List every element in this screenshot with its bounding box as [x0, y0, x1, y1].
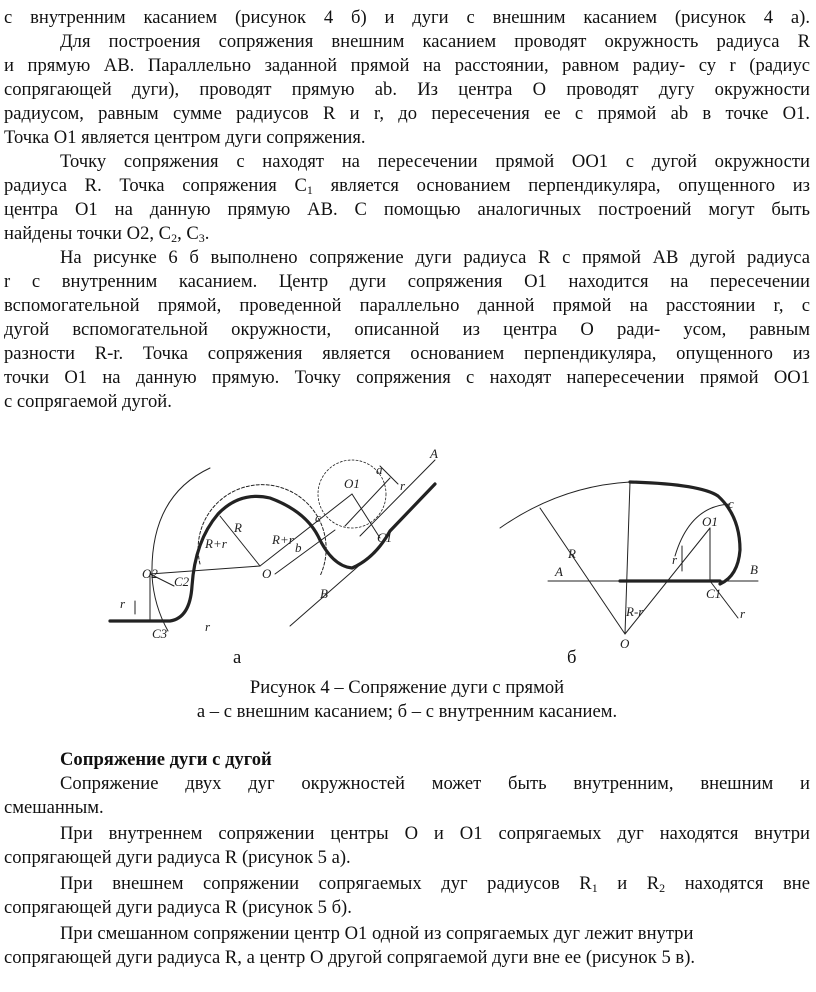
- paragraph-line: сопрягающей дуги радиуса R (рисунок 5 а).: [4, 847, 351, 868]
- paragraph-line: Сопряжение двух дуг окружностей может быть внутренним, внешним и: [60, 773, 810, 794]
- radius-O-O2: [150, 566, 260, 574]
- label-B: B: [750, 562, 758, 577]
- auxiliary-circle: [198, 485, 326, 576]
- radius-O-O1: [260, 494, 352, 566]
- label-B: B: [320, 586, 328, 601]
- paragraph-line: вспомогательной прямой, проведенной параллельно данной прямой на расстоянии r, с: [4, 295, 810, 316]
- drawing-a-labels: [120, 446, 438, 641]
- subfigure-label-a: а: [233, 647, 242, 668]
- paragraph-line: сопрягающей дуги радиуса R, а центр О другой сопрягаемой дуги вне ее (рисунок 5 в).: [4, 947, 696, 968]
- label-R-plus-r-1: R+r: [205, 536, 227, 551]
- paragraph-line: смешанным.: [4, 797, 104, 818]
- label-O: O: [262, 566, 272, 581]
- auxiliary-arc: [675, 504, 730, 556]
- paragraph-line: Для построения сопряжения внешним касанием проводят окружность радиуса R: [60, 31, 810, 52]
- perpendicular-O1-C1: [352, 494, 380, 538]
- figure-4-drawings: [90, 446, 780, 664]
- figure-caption: Рисунок 4 – Сопряжение дуги с прямой: [249, 677, 565, 698]
- figure-caption-subtitle: а – с внешним касанием; б – с внутренним касанием.: [196, 701, 618, 722]
- line-B: [290, 556, 370, 626]
- label-b: b: [295, 540, 302, 555]
- paragraph-line: сопрягающей дуги радиуса R (рисунок 5 б).: [4, 897, 352, 918]
- paragraph-line: На рисунке 6 б выполнено сопряжение дуги радиуса R с прямой АВ дугой радиуса: [60, 247, 810, 268]
- label-R: R: [234, 520, 242, 535]
- label-a: a: [376, 462, 383, 477]
- label-C1: C1: [706, 586, 722, 601]
- label-c: c: [728, 496, 734, 511]
- label-O: O: [620, 636, 630, 651]
- label-C2: C2: [174, 574, 190, 589]
- paragraph-line: При внешнем сопряжении сопрягаемых дуг радиусов $R_1$ и $R_2$ находятся вне: [60, 873, 810, 895]
- label-r-1: r: [672, 552, 678, 567]
- paragraph-line: Точку сопряжения с находят на пересечении прямой ОО1 с дугой окружности: [60, 151, 810, 172]
- subfigure-label-b: б: [567, 647, 577, 668]
- label-A: A: [555, 564, 563, 579]
- paragraph-line: точки О1 на данную прямую. Точку сопряжения с находят напересечении прямой ОО1: [4, 367, 810, 388]
- label-r-2: r: [740, 606, 746, 621]
- label-C1: C1: [377, 530, 393, 545]
- paragraph-line: При внутреннем сопряжении центры О и О1 сопрягаемых дуг находятся внутри: [60, 823, 810, 844]
- construction-arc: [152, 468, 210, 631]
- paragraph-line: с внутренним касанием (рисунок 4 б) и дуги с внешним касанием (рисунок 4 а).: [4, 7, 810, 28]
- paragraph-line: При смешанном сопряжении центр О1 одной из сопрягаемых дуг лежит внутри: [60, 923, 694, 944]
- radius-R-line: [540, 508, 625, 634]
- label-R-plus-r-2: R+r: [272, 532, 294, 547]
- paragraph-line: разности R-r. Точка сопряжения является основанием перпендикуляра, опущенного из: [4, 343, 810, 364]
- label-O1: O1: [344, 476, 360, 491]
- paragraph-line: Точка О1 является центром дуги сопряжения.: [4, 127, 366, 148]
- label-R: R: [568, 546, 576, 561]
- paragraph-line: радиуса R. Точка сопряжения $С_1$ является основанием перпендикуляра, опущенного из: [4, 175, 810, 197]
- paragraph-line: найдены точки О2, $С_2$, $С_3$.: [4, 223, 210, 245]
- paragraph-line: с сопрягаемой дугой.: [4, 391, 172, 412]
- conjugation-path: [110, 484, 435, 621]
- label-O2: O2: [142, 566, 158, 581]
- paragraph-line: центра О1 на данную прямую АВ. С помощью аналогичных построений могут быть: [4, 199, 810, 220]
- paragraph-line: дугой вспомогательной окружности, описанной из центра О ради- усом, равным: [4, 319, 810, 340]
- label-r-1: r: [120, 596, 126, 611]
- label-c: c: [315, 510, 321, 525]
- label-O1: O1: [702, 514, 718, 529]
- label-A: A: [430, 446, 438, 461]
- label-C3: C3: [152, 626, 168, 641]
- paragraph-line: и прямую АВ. Параллельно заданной прямой на расстоянии, равном радиу- су r (радиус: [4, 55, 810, 76]
- arc-R-thin: [500, 482, 670, 528]
- label-r-2: r: [205, 619, 211, 634]
- paragraph-line: радиусом, равным сумме радиусов R и r, до пересечения ее с прямой ab в точке О1.: [4, 103, 810, 124]
- section-heading: Сопряжение дуги с дугой: [60, 749, 272, 770]
- paragraph-line: r с внутренним касанием. Центр дуги сопряжения О1 находится на пересечении: [4, 271, 810, 292]
- dim-a: [380, 466, 398, 484]
- paragraph-line: сопрягающей дуги), проводят прямую ab. Из центра О проводят дугу окружности: [4, 79, 810, 100]
- label-r-3: r: [400, 478, 406, 493]
- label-R-minus-r: R-r: [626, 604, 644, 619]
